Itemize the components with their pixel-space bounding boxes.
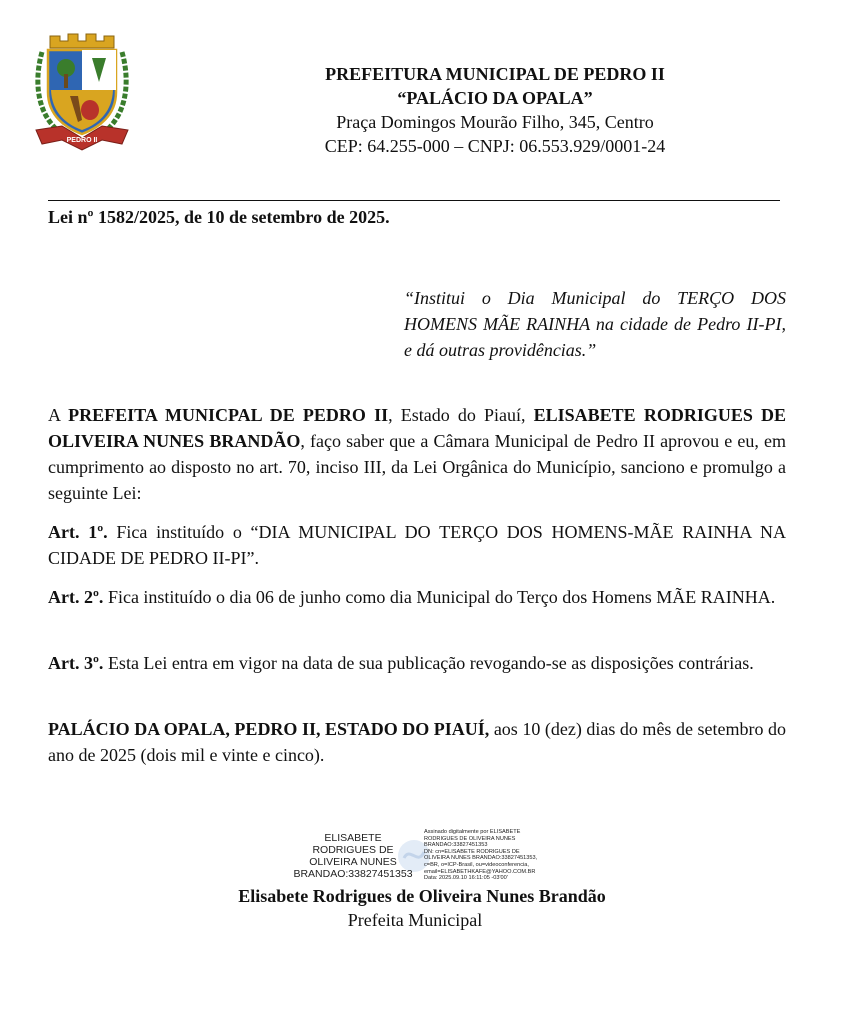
palace-name: “PALÁCIO DA OPALA”: [397, 88, 593, 108]
signature-detail-line: Data: 2025.09.10 16:11:05 -03'00': [424, 875, 508, 882]
org-name: PREFEITURA MUNICIPAL DE PEDRO II: [325, 64, 665, 84]
signature-detail-line: BRANDAO:33827451353: [424, 842, 488, 849]
article-2: [48, 584, 786, 610]
address: Praça Domingos Mourão Filho, 345, Centro: [336, 112, 654, 132]
digital-signature-details: [424, 829, 574, 882]
article-text: Esta Lei entra em vigor na data de sua publicação revogando-se as disposições contrárias.: [103, 653, 754, 673]
signature-detail-line: c=BR, o=ICP-Brasil, ou=videoconferencia,: [424, 861, 529, 868]
signature-name-line: OLIVEIRA NUNES: [309, 856, 397, 868]
law-title: Lei nº 1582/2025, de 10 de setembro de 2025.: [48, 207, 390, 227]
article-label: Art. 2º.: [48, 587, 104, 607]
signature-detail-line: Assinado digitalmente por ELISABETE: [424, 829, 521, 835]
article-label: Art. 3º.: [48, 653, 104, 673]
intro-paragraph: [48, 402, 786, 506]
signature-name-line: BRANDAO:33827451353: [293, 868, 413, 880]
municipal-coat-of-arms-icon: [32, 30, 132, 154]
crest-ribbon-text: PEDRO II: [66, 137, 98, 144]
intro-text-c: , Estado do Piauí,: [388, 405, 534, 425]
intro-text-a: A: [48, 405, 69, 425]
intro-mayor-office: PREFEITA MUNICPAL DE PEDRO II: [68, 405, 389, 425]
law-summary: “Institui o Dia Municipal do TERÇO DOS HOMENS MÃE RAINHA na cidade de Pedro II-PI, e dá outras providências.”: [404, 288, 786, 360]
closing-paragraph: [48, 716, 786, 768]
article-text: Fica instituído o dia 06 de junho como dia Municipal do Terço dos Homens MÃE RAINHA.: [103, 587, 776, 607]
header-divider: [48, 200, 780, 201]
article-3: [48, 650, 786, 676]
signature-detail-line: RODRIGUES DE OLIVEIRA NUNES: [424, 835, 516, 842]
signature-detail-line: OLIVEIRA NUNES BRANDAO:33827451353,: [424, 855, 538, 862]
closing-date-text: aos 10 (dez) dias do mês de setembro do ano de 2025 (dois mil e vinte e cinco).: [48, 719, 786, 765]
signature-detail-line: email=ELISABETHKAFE@YAHOO.COM.BR: [424, 868, 536, 875]
digital-signature-name: [288, 832, 418, 880]
signature-name-line: ELISABETE: [324, 832, 382, 844]
cep-cnpj: CEP: 64.255-000 – CNPJ: 06.553.929/0001-24: [324, 136, 666, 156]
closing-place: PALÁCIO DA OPALA, PEDRO II, ESTADO DO PIAUÍ,: [48, 719, 490, 739]
intro-text-d: , faço saber que a Câmara Municipal de Pedro II aprovou e eu, em cumprimento ao disposto no art. 70, inciso III, da Lei Orgânica do Município, sanciono e promulgo a seguinte Lei:: [48, 431, 786, 503]
article-label: Art. 1º.: [48, 522, 108, 542]
signer-title: Prefeita Municipal: [347, 910, 483, 930]
signature-name-line: RODRIGUES DE: [312, 844, 394, 856]
article-1: [48, 519, 786, 571]
letterhead: [290, 62, 700, 158]
intro-mayor-name: ELISABETE RODRIGUES DE OLIVEIRA NUNES BRANDÃO: [48, 405, 786, 451]
signer-name: Elisabete Rodrigues de Oliveira Nunes Brandão: [238, 886, 606, 906]
signature-detail-line: DN: cn=ELISABETE RODRIGUES DE: [424, 848, 520, 855]
article-text: Fica instituído o “DIA MUNICIPAL DO TERÇO DOS HOMENS-MÃE RAINHA NA CIDADE DE PEDRO II-PI”.: [48, 522, 786, 568]
